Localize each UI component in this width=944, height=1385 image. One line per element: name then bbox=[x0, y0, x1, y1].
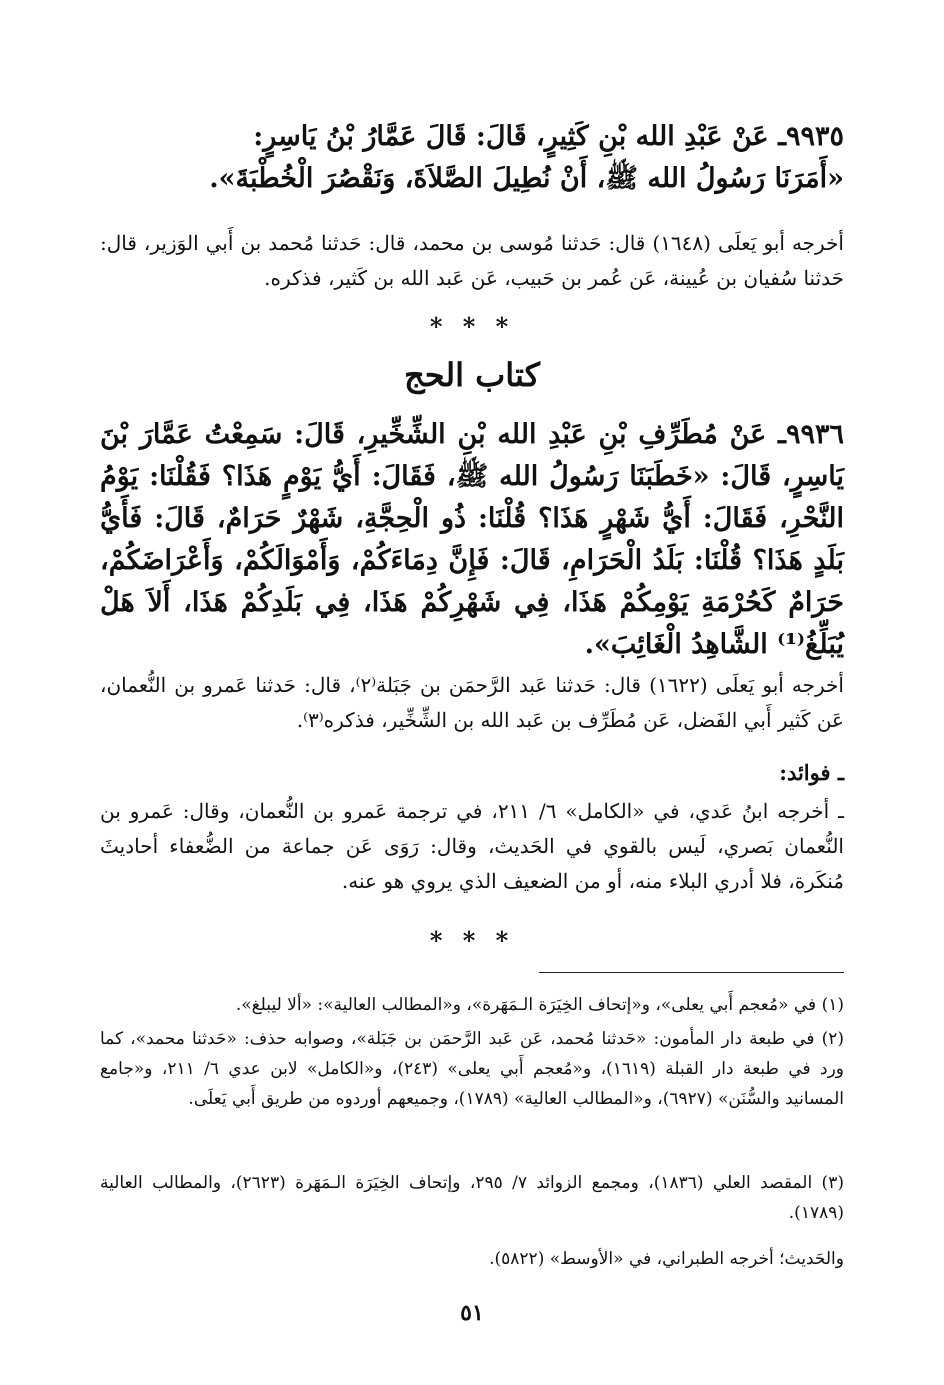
footnote-1: (١) في «مُعجم أَبي يعلى»، و«إتحاف الخِيَرَة الـمَهَرة»، و«المطالب العالية»: «ألا ليبلغ». bbox=[235, 995, 844, 1015]
hadith-matn: «أَمَرَنَا رَسُولُ الله ﷺ، أَنْ نُطِيلَ الصَّلاَةَ، وَنَقْصُرَ الْخُطْبَةَ». bbox=[209, 163, 844, 194]
hadith-isnad: ـ عَنْ عَبْدِ الله بْنِ كَثِيرٍ، قَالَ: قَالَ عَمَّارُ بْنُ يَاسِرٍ: bbox=[253, 121, 786, 152]
hadith-number: ٩٩٣٦ bbox=[785, 419, 844, 450]
hadith-9935 bbox=[100, 116, 844, 200]
book-title: كتاب الحج bbox=[404, 356, 540, 394]
separator-stars: * * * bbox=[429, 312, 515, 341]
footnote-divider bbox=[539, 972, 844, 973]
source-9936: أخرجه أبو يَعلَى (١٦٢٢) قال: حَدثنا عَبد الرَّحمَن بن جَبَلة⁽٢⁾، قال: حَدثنا عَمرو بن النُّعمان، عَن كَثير أَبي الفَضل، عَن مُطَرِّف بن عَبد الله بن الشِّخِّير، فذكره⁽٣⁾. bbox=[100, 673, 844, 732]
hadith-number: ٩٩٣٥ bbox=[785, 121, 844, 152]
source-9935: أخرجه أبو يَعلَى (١٦٤٨) قال: حَدثنا مُوسى بن محمد، قال: حَدثنا مُحمد بن أَبي الوَزير، قال: حَدثنا سُفيان بن عُيينة، عَن عُمر بن حَبيب، عَن عَبد الله بن كَثير، فذكره. bbox=[100, 231, 844, 290]
notes-heading: ـ فوائد: bbox=[779, 760, 844, 785]
footnote-3: (٣) المقصد العلي (١٨٣٦)، ومجمع الزوائد ٧/ ٢٩٥، وإتحاف الخِيَرَة الـمَهَرة (٢٦٢٣)، والمطالب العالية (١٧٨٩). bbox=[100, 1173, 844, 1223]
hadith-text: ـ عَنْ مُطَرِّفِ بْنِ عَبْدِ الله بْنِ الشِّخِّيرِ، قَالَ: سَمِعْتُ عَمَّارَ بْنَ يَاسِرٍ، قَالَ: «خَطَبَنَا رَسُولُ الله ﷺ، فَقَالَ: أَيُّ يَوْمٍ هَذَا؟ فَقُلْنَا: يَوْمُ النَّحْرِ، فَقَالَ: أَيُّ شَهْرٍ هَذَا؟ قُلْنَا: ذُو الْحِجَّةِ، شَهْرٌ حَرَامٌ، قَالَ: فَأَيُّ بَلَدٍ هَذَا؟ قُلْنَا: بَلَدُ الْحَرَامِ، قَالَ: فَإِنَّ دِمَاءَكُمْ، وَأَمْوَالَكُمْ، وَأَعْرَاضَكُمْ، حَرَامٌ كَحُرْمَةِ يَوْمِكُمْ هَذَا، فِي شَهْرِكُمْ هَذَا، فِي بَلَدِكُمْ هَذَا، أَلاَ هَلْ يُبَلِّغُ⁽¹⁾ الشَّاهِدُ الْغَائِبَ». bbox=[100, 419, 844, 660]
footnote-extra: والحَديث؛ أخرجه الطبراني، في «الأوسط» (٥٨٢٢). bbox=[489, 1249, 844, 1269]
page-number: ٥١ bbox=[460, 1300, 484, 1326]
hadith-9936 bbox=[100, 414, 844, 666]
footnote-2: (٢) في طبعة دار المأمون: «حَدثنا مُحمد، عَن عَبد الرَّحمَن بن جَبَلة»، وصوابه حذف: «حَدثنا محمد»، كما ورد في طبعة دار القبلة (١٦١٩)، و«مُعجم أَبي يعلى» (٢٤٣)، و«الكامل» لابن عدي ٦/ ٢١١، و«جامع المسانيد والسُّنَن» (٦٩٢٧)، و«المطالب العالية» (١٧٨٩)، وجميعهم أوردوه من طريق أَبي يَعلَى. bbox=[100, 1029, 845, 1109]
separator-stars: * * * bbox=[429, 926, 515, 955]
notes-text: ـ أخرجه ابنُ عَدي، في «الكامل» ٦/ ٢١١، في ترجمة عَمرو بن النُّعمان، وقال: عَمرو بن النُّعمان بَصري، لَيس بالقوي في الحَديث، وقال: رَوَى عَن جماعة من الضُّعفاء أحاديثَ مُنكَرة، فلا أدري البلاء منه، أو من الضعيف الذي يروي هو عنه. bbox=[100, 799, 844, 893]
